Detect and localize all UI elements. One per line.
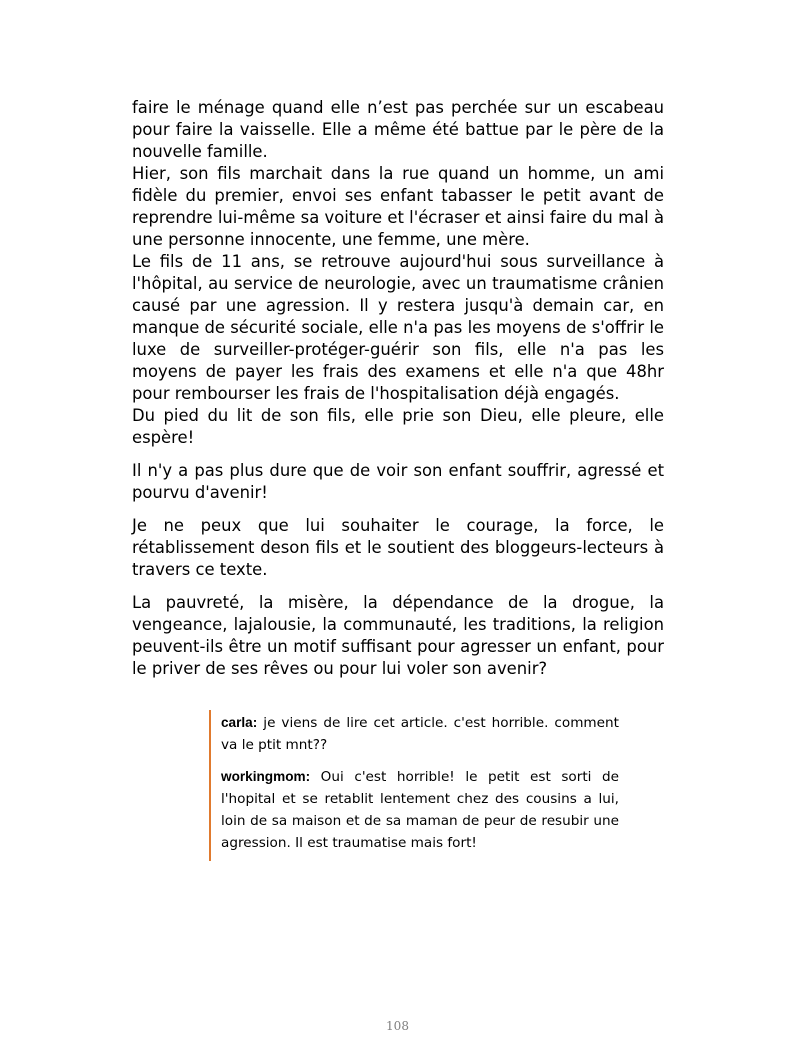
- paragraph: La pauvreté, la misère, la dépendance de la drogue, la vengeance, lajalousie, la communauté, les traditions, la religion peuvent-ils être un motif suffisant pour agresser un enfant, pour le priver de ses rêves ou pour lui voler son avenir?: [132, 593, 664, 678]
- paragraph: Du pied du lit de son fils, elle prie son Dieu, elle pleure, elle espère!: [132, 406, 664, 447]
- comment-author: carla:: [221, 715, 258, 730]
- comments-block: [209, 710, 619, 861]
- comment: [221, 764, 619, 854]
- comment: [221, 710, 619, 756]
- paragraph: Hier, son fils marchait dans la rue quand un homme, un ami fidèle du premier, envoi ses enfant tabasser le petit avant de reprendre lui-même sa voiture et l'écraser et ainsi faire du mal à une personne innocente, une femme, une mère.: [132, 164, 664, 249]
- page-number: 108: [386, 1019, 409, 1033]
- article-body: [132, 97, 664, 680]
- paragraph: Le fils de 11 ans, se retrouve aujourd'hui sous surveillance à l'hôpital, au service de neurologie, avec un traumatisme crânien causé par une agression. Il y restera jusqu'à demain car, en manque de sécurité sociale, elle n'a pas les moyens de s'offrir le luxe de surveiller-protéger-guérir son fils, elle n'a pas les moyens de payer les frais des examens et elle n'a que 48hr pour rembourser les frais de l'hospitalisation déjà engagés.: [132, 252, 664, 403]
- paragraph: Je ne peux que lui souhaiter le courage, la force, le rétablissement deson fils et le soutient des bloggeurs-lecteurs à travers ce texte.: [132, 516, 664, 579]
- comment-text: je viens de lire cet article. c'est horrible. comment va le ptit mnt??: [221, 715, 619, 753]
- comment-text: Oui c'est horrible! le petit est sorti de l'hopital et se retablit lentement chez des cousins a lui, loin de sa maison et de sa maman de peur de resubir une agression. Il est traumatise mais fort!: [221, 769, 619, 851]
- paragraph: Il n'y a pas plus dure que de voir son enfant souffrir, agressé et pourvu d'avenir!: [132, 461, 664, 502]
- comment-author: workingmom:: [221, 769, 311, 784]
- paragraph: faire le ménage quand elle n’est pas perchée sur un escabeau pour faire la vaisselle. Elle a même été battue par le père de la nouvelle famille.: [132, 98, 664, 161]
